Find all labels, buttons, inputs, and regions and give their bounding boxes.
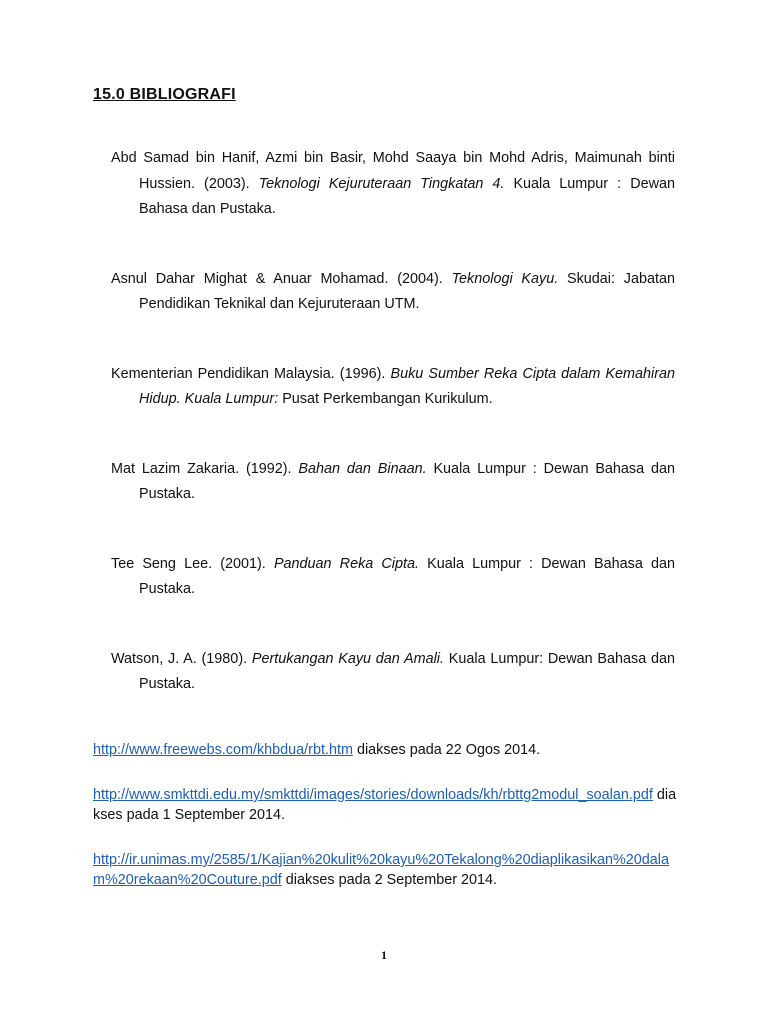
reference-title: Teknologi Kejuruteraan Tingkatan 4. bbox=[258, 175, 505, 192]
web-reference-link[interactable]: http://www.freewebs.com/khbdua/rbt.htm bbox=[93, 742, 353, 758]
reference-entry bbox=[111, 647, 675, 698]
reference-title: Bahan dan Binaan. bbox=[298, 460, 427, 477]
reference-publisher: Kuala Lumpur: Dewan Bahasa dan Pustaka. bbox=[139, 650, 675, 692]
reference-publisher: Kuala Lumpur : Dewan Bahasa dan Pustaka. bbox=[139, 460, 675, 502]
reference-entry bbox=[111, 552, 675, 603]
reference-authors-year: Mat Lazim Zakaria. (1992). bbox=[111, 460, 299, 477]
reference-authors-year: Abd Samad bin Hanif, Azmi bin Basir, Mohd Saaya bin Mohd Adris, Maimunah binti Hussien. (2003). bbox=[111, 150, 675, 192]
web-reference-link[interactable]: http://www.smkttdi.edu.my/smkttdi/images/stories/downloads/kh/rbttg2modul_soalan.pdf bbox=[93, 787, 653, 803]
web-reference-entry bbox=[93, 785, 677, 825]
reference-entry bbox=[111, 362, 675, 413]
reference-publisher: Kuala Lumpur : Dewan Bahasa dan Pustaka. bbox=[139, 555, 675, 597]
reference-title: Pertukangan Kayu dan Amali. bbox=[251, 650, 445, 667]
access-date-note: diakses pada 22 Ogos 2014. bbox=[352, 742, 541, 758]
reference-authors-year: Tee Seng Lee. (2001). bbox=[111, 555, 274, 572]
web-reference-entry bbox=[93, 740, 677, 760]
access-date-note: diakses pada 1 September 2014. bbox=[93, 787, 677, 823]
reference-publisher: Pusat Perkembangan Kurikulum. bbox=[278, 391, 493, 407]
access-date-note: diakses pada 2 September 2014. bbox=[281, 872, 498, 888]
web-reference-link[interactable]: http://ir.unimas.my/2585/1/Kajian%20kulit%20kayu%20Tekalong%20diaplikasikan%20dalam%20rekaan%20Couture.pdf bbox=[93, 852, 669, 888]
reference-title: Teknologi Kayu. bbox=[451, 270, 559, 287]
reference-entry bbox=[111, 457, 675, 508]
reference-title: Panduan Reka Cipta. bbox=[273, 555, 420, 572]
page-number: 1 bbox=[381, 948, 387, 962]
reference-title: Buku Sumber Reka Cipta dalam Kemahiran Hidup. Kuala Lumpur: bbox=[139, 365, 676, 407]
section-heading: 15.0 BIBLIOGRAFI bbox=[93, 86, 236, 103]
reference-authors-year: Asnul Dahar Mighat & Anuar Mohamad. (2004). bbox=[111, 270, 452, 287]
reference-entry bbox=[111, 267, 675, 318]
reference-list bbox=[111, 146, 675, 742]
reference-entry bbox=[111, 146, 675, 223]
reference-publisher: Skudai: Jabatan Pendidikan Teknikal dan Kejuruteraan UTM. bbox=[139, 270, 675, 312]
reference-authors-year: Watson, J. A. (1980). bbox=[111, 650, 252, 667]
web-reference-list bbox=[93, 740, 677, 915]
reference-publisher: Kuala Lumpur : Dewan Bahasa dan Pustaka. bbox=[139, 175, 675, 217]
web-reference-entry bbox=[93, 850, 677, 890]
reference-authors-year: Kementerian Pendidikan Malaysia. (1996). bbox=[111, 365, 391, 382]
